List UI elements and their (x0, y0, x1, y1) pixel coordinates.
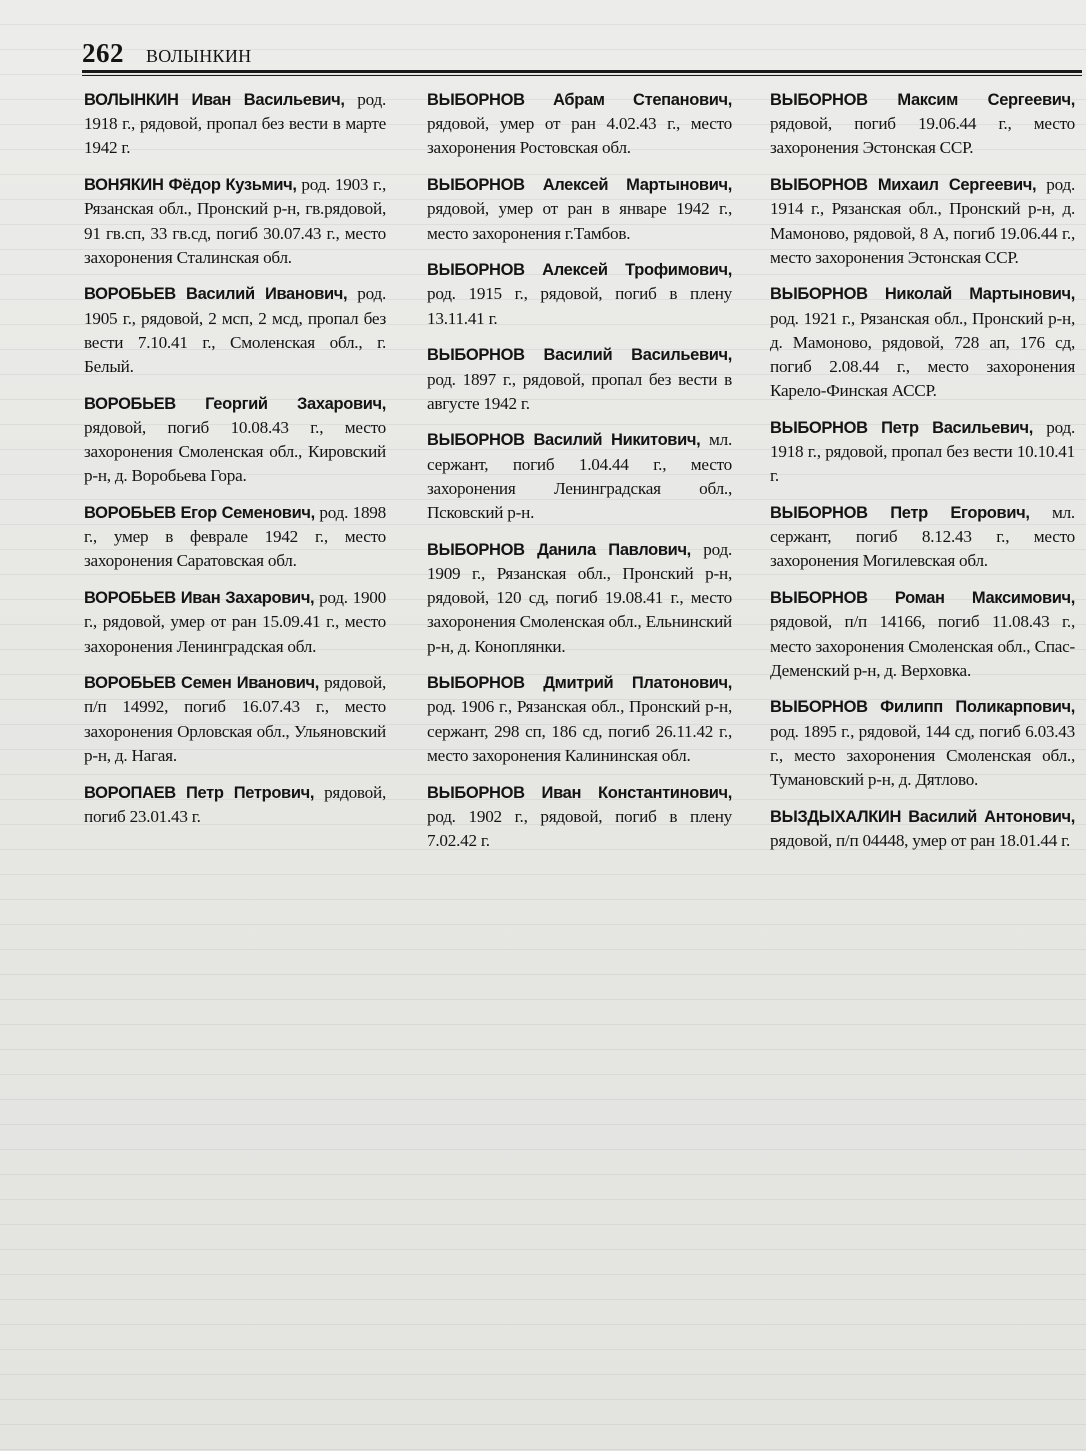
entry-details: род. 1903 г., Рязанская обл., Пронский р-н, гв.рядовой, 91 гв.сп, 33 гв.сд, погиб 30.07.43 г., место захоронения Сталинская обл. (84, 175, 386, 267)
text-column-3 (770, 88, 1075, 866)
entry-name: ВЫБОРНОВ Дмитрий Платонович, (427, 674, 732, 693)
entry-details: рядовой, умер от ран в январе 1942 г., место захоронения г.Тамбов. (427, 199, 732, 243)
entry-name: ВЫБОРНОВ Роман Максимович, (770, 589, 1075, 608)
entry-name: ВЫБОРНОВ Петр Егорович, (770, 504, 1030, 523)
entry (427, 173, 732, 246)
entry-details: род. 1895 г., рядовой, 144 сд, погиб 6.03.43 г., место захоронения Смоленская обл., Тумановский р-н, д. Дятлово. (770, 721, 1075, 790)
entry-name: ВОРОБЬЕВ Иван Захарович, (84, 589, 315, 608)
header-rule-thick (82, 70, 1082, 73)
entry-name: ВОРОБЬЕВ Семен Иванович, (84, 674, 320, 693)
entry-details: род. 1906 г., Рязанская обл., Пронский р-н, сержант, 298 сп, 186 сд, погиб 26.11.42 г., место захоронения Калининская обл. (427, 697, 732, 765)
entry-name: ВЫБОРНОВ Абрам Степанович, (427, 91, 732, 109)
entry (84, 88, 386, 161)
entry-name: ВОРОБЬЕВ Георгий Захарович, (84, 394, 386, 413)
entry-details: рядовой, п/п 14166, погиб 11.08.43 г., место захоронения Смоленская обл., Спас-Деменский р-н, д. Верховка. (770, 612, 1075, 680)
entry (427, 88, 732, 161)
text-column-2 (427, 88, 732, 866)
entry-details: рядовой, погиб 23.01.43 г. (84, 782, 386, 826)
entry-details: род. 1918 г., рядовой, пропал без вести 10.10.41 г. (770, 417, 1076, 486)
entry-details: род. 1905 г., рядовой, 2 мсп, 2 мсд, пропал без вести 7.10.41 г., Смоленская обл., г. Белый. (84, 284, 386, 377)
entry (770, 586, 1075, 683)
entry (427, 343, 732, 416)
entry-details: род. 1921 г., Рязанская обл., Пронский р-н, д. Мамоново, рядовой, 728 ап, 176 сд, погиб 2.08.44 г., место захоронения Карело-Финская АССР. (770, 308, 1075, 401)
entry (427, 671, 732, 768)
entry (84, 781, 386, 829)
entry-details: род. 1915 г., рядовой, погиб в плену 13.11.41 г. (427, 284, 732, 328)
entry (84, 282, 386, 379)
entry-name: ВОРОПАЕВ Петр Петрович, (84, 783, 315, 802)
entry-name: ВЫБОРНОВ Иван Константинович, (427, 783, 732, 802)
entry-name: ВЫБОРНОВ Василий Васильевич, (427, 346, 732, 365)
entry-details: рядовой, умер от ран 4.02.43 г., место захоронения Ростовская обл. (427, 114, 732, 158)
entry-details: род. 1902 г., рядовой, погиб в плену 7.02.42 г. (427, 806, 732, 850)
entry-name: ВЫЗДЫХАЛКИН Василий Антонович, (770, 807, 1075, 826)
entry-name: ВЫБОРНОВ Василий Никитович, (427, 431, 701, 450)
entry (84, 671, 386, 768)
entry-name: ВОРОБЬЕВ Василий Иванович, (84, 285, 348, 304)
entry (770, 695, 1075, 792)
entry-name: ВОРОБЬЕВ Егор Семенович, (84, 504, 315, 523)
entry (84, 586, 386, 659)
entry-details: рядовой, погиб 19.06.44 г., место захоронения Эстонская ССР. (770, 114, 1075, 158)
entry-name: ВЫБОРНОВ Данила Павлович, (427, 540, 691, 559)
entry-details: мл. сержант, погиб 8.12.43 г., место захоронения Могилевская обл. (770, 503, 1075, 571)
entry (770, 88, 1075, 161)
entry-name: ВЫБОРНОВ Петр Васильевич, (770, 418, 1033, 437)
page-number: 262 (82, 38, 124, 68)
entry-details: род. 1914 г., Рязанская обл., Пронский р-н, д. Мамоново, рядовой, 8 А, погиб 19.06.44 г., место захоронения Эстонская ССР. (770, 175, 1075, 267)
entry-details: род. 1900 г., рядовой, умер от ран 15.09.41 г., место захоронения Ленинградская обл. (84, 588, 386, 656)
entry-name: ВЫБОРНОВ Максим Сергеевич, (770, 91, 1075, 109)
entry-name: ВЫБОРНОВ Алексей Мартынович, (427, 176, 732, 195)
entry (770, 501, 1075, 574)
entry-name: ВОЛЫНКИН Иван Васильевич, (84, 91, 345, 109)
entry-details: род. 1918 г., рядовой, пропал без вести в марте 1942 г. (84, 90, 386, 158)
running-title: ВОЛЫНКИН (146, 46, 252, 66)
entry (770, 173, 1075, 270)
entry (770, 282, 1075, 403)
entry-name: ВЫБОРНОВ Филипп Поликарпович, (770, 698, 1075, 717)
entry (770, 416, 1075, 489)
entry-details: род. 1898 г., умер в феврале 1942 г., место захоронения Саратовская обл. (84, 503, 386, 571)
entry-details: рядовой, п/п 04448, умер от ран 18.01.44 г. (770, 830, 1071, 850)
entry (427, 428, 732, 525)
text-column-1 (84, 88, 386, 841)
entry (427, 781, 732, 854)
entry-name: ВЫБОРНОВ Михаил Сергеевич, (770, 176, 1037, 195)
entry (84, 392, 386, 489)
entry-details: мл. сержант, погиб 1.04.44 г., место захоронения Ленинградская обл., Псковский р-н. (427, 430, 732, 523)
entry (427, 258, 732, 331)
entry (770, 805, 1075, 853)
entry-details: рядовой, п/п 14992, погиб 16.07.43 г., место захоронения Орловская обл., Ульяновский р-н, д. Нагая. (84, 673, 386, 765)
entry (84, 173, 386, 270)
entry-details: род. 1909 г., Рязанская обл., Пронский р-н, рядовой, 120 сд, погиб 19.08.41 г., место захоронения Смоленская обл., Ельнинский р-н, д. Коноплянки. (427, 539, 733, 656)
header-rule-thin (82, 75, 1082, 76)
entry (427, 538, 732, 659)
entry-name: ВЫБОРНОВ Алексей Трофимович, (427, 261, 732, 280)
entry-name: ВЫБОРНОВ Николай Мартынович, (770, 285, 1075, 304)
entry (84, 501, 386, 574)
entry-name: ВОНЯКИН Фёдор Кузьмич, (84, 176, 297, 195)
entry-details: рядовой, погиб 10.08.43 г., место захоронения Смоленская обл., Кировский р-н, д. Воробьева Гора. (84, 417, 386, 486)
entry-details: род. 1897 г., рядовой, пропал без вести в августе 1942 г. (427, 369, 732, 413)
